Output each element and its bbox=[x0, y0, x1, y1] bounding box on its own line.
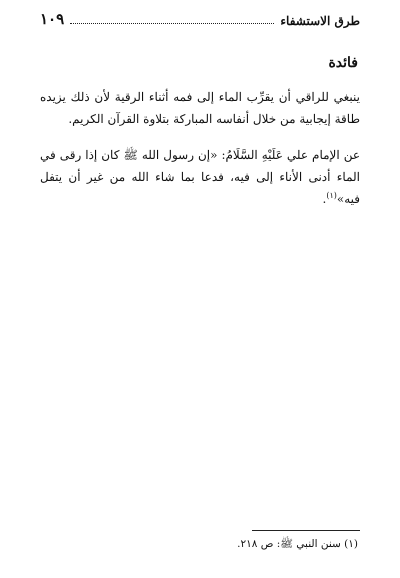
paragraph-text: ينبغي للراقي أن يقرِّب الماء إلى فمه أثناء الرقية لأن ذلك يزيده طاقة إيجابية من خلال أنفاسه المباركة بتلاوة القرآن الكريم. bbox=[40, 90, 360, 126]
paragraph-text: عن الإمام علي عَلَيْهِ السَّلَامُ: «إن رسول الله ﷺ كان إذا رقى في الماء أدنى الأناء إلى فيه، فدعا بما شاء الله من غير أن يتفل فيه» bbox=[40, 148, 360, 206]
footnote-divider bbox=[252, 530, 360, 531]
running-title: طرق الاستشفاء bbox=[280, 14, 360, 28]
paragraph bbox=[40, 144, 360, 210]
footnote-reference[interactable]: (١) bbox=[326, 191, 337, 200]
page-header bbox=[40, 6, 360, 28]
page-number: ١٠٩ bbox=[40, 10, 65, 28]
dotted-leader bbox=[70, 23, 274, 24]
section-heading: فائدة bbox=[328, 55, 358, 71]
footnote: (١) سنن النبي ﷺ: ص ٢١٨. bbox=[237, 538, 358, 550]
paragraph bbox=[40, 86, 360, 130]
paragraph-tail: . bbox=[322, 192, 327, 206]
